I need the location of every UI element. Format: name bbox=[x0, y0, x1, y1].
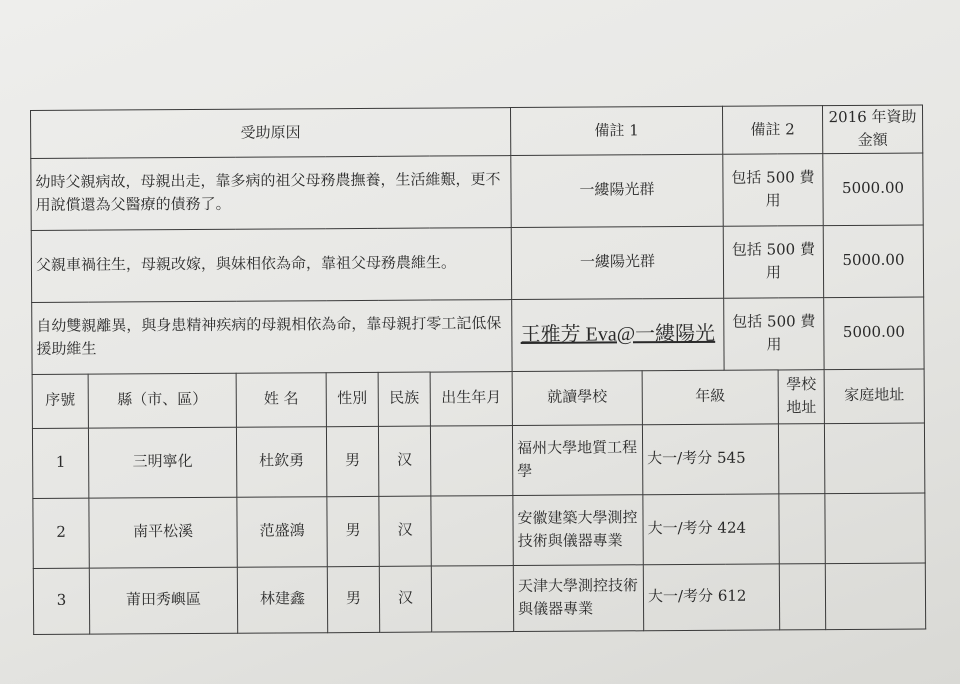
student-ethnicity: 汉 bbox=[378, 426, 430, 496]
no-header: 序號 bbox=[32, 374, 88, 428]
gender-header: 性別 bbox=[326, 372, 378, 426]
aid-note2: 包括 500 費用 bbox=[723, 153, 823, 226]
student-school-address bbox=[779, 493, 825, 563]
name-header: 姓 名 bbox=[236, 372, 326, 427]
home-address-header: 家庭地址 bbox=[824, 369, 924, 424]
student-row bbox=[33, 493, 925, 568]
student-header-row bbox=[32, 369, 924, 428]
student-school-address bbox=[779, 563, 825, 629]
student-county: 莆田秀嶼區 bbox=[89, 567, 237, 634]
aid-row bbox=[31, 225, 923, 302]
aid-row bbox=[31, 153, 923, 230]
birth-header: 出生年月 bbox=[430, 371, 512, 426]
aid-reason: 父親車禍往生，母親改嫁，與妹相依為命，靠祖父母務農維生。 bbox=[31, 227, 511, 302]
student-no: 1 bbox=[32, 428, 88, 498]
student-grade: 大一/考分 424 bbox=[643, 493, 779, 564]
student-name: 杜欽勇 bbox=[236, 426, 326, 497]
student-home-address bbox=[825, 563, 925, 630]
student-ethnicity: 汉 bbox=[379, 496, 431, 566]
student-county: 三明寧化 bbox=[88, 427, 236, 498]
aid-amount: 5000.00 bbox=[823, 225, 923, 298]
aid-reason: 幼時父親病故，母親出走，靠多病的祖父母務農撫養，生活維艱，更不用說償還為父醫療的債務了。 bbox=[31, 155, 511, 230]
student-school: 福州大學地質工程學 bbox=[512, 424, 642, 495]
student-home-address bbox=[824, 423, 924, 494]
student-grade: 大一/考分 612 bbox=[643, 563, 779, 630]
aid-note1: 一縷陽光群 bbox=[511, 226, 723, 299]
school-address-header: 學校地址 bbox=[778, 369, 824, 423]
amount-header: 2016 年資助金額 bbox=[823, 105, 923, 153]
student-school: 安徽建築大學測控技術與儀器專業 bbox=[513, 494, 643, 565]
student-home-address bbox=[825, 493, 925, 564]
note2-header: 備註 2 bbox=[723, 106, 823, 154]
student-ethnicity: 汉 bbox=[379, 566, 431, 632]
note1-header: 備註 1 bbox=[511, 106, 723, 155]
grade-header: 年級 bbox=[642, 369, 778, 424]
student-birth bbox=[431, 565, 513, 631]
scholarship-table bbox=[30, 105, 926, 635]
student-row bbox=[33, 563, 925, 634]
aid-note1: 一縷陽光群 bbox=[511, 154, 723, 227]
aid-row bbox=[32, 297, 924, 374]
student-gender: 男 bbox=[327, 566, 379, 632]
student-gender: 男 bbox=[327, 496, 379, 566]
aid-header-row bbox=[31, 105, 923, 158]
student-name: 范盛鴻 bbox=[237, 496, 327, 567]
student-name: 林建鑫 bbox=[237, 566, 327, 633]
county-header: 縣（市、區） bbox=[88, 373, 236, 428]
student-school-address bbox=[778, 423, 824, 493]
ethnicity-header: 民族 bbox=[378, 372, 430, 426]
aid-note2: 包括 500 費用 bbox=[723, 225, 823, 298]
student-gender: 男 bbox=[326, 426, 378, 496]
aid-reason-header: 受助原因 bbox=[31, 108, 511, 158]
aid-note2: 包括 500 費用 bbox=[724, 297, 824, 370]
student-birth bbox=[431, 495, 513, 565]
student-birth bbox=[430, 425, 512, 495]
aid-amount: 5000.00 bbox=[824, 297, 924, 370]
student-grade: 大一/考分 545 bbox=[642, 423, 778, 494]
school-header: 就讀學校 bbox=[512, 370, 642, 425]
student-row bbox=[32, 423, 924, 498]
aid-reason: 自幼雙親離異，與身患精神疾病的母親相依為命，靠母親打零工記低保援助維生 bbox=[32, 299, 512, 374]
student-school: 天津大學測控技術與儀器專業 bbox=[513, 564, 643, 631]
aid-amount: 5000.00 bbox=[823, 153, 923, 226]
student-no: 2 bbox=[33, 498, 89, 568]
student-no: 3 bbox=[33, 568, 89, 634]
aid-note1-signature: 王雅芳 Eva@一縷陽光 bbox=[520, 322, 716, 346]
student-county: 南平松溪 bbox=[89, 497, 237, 568]
